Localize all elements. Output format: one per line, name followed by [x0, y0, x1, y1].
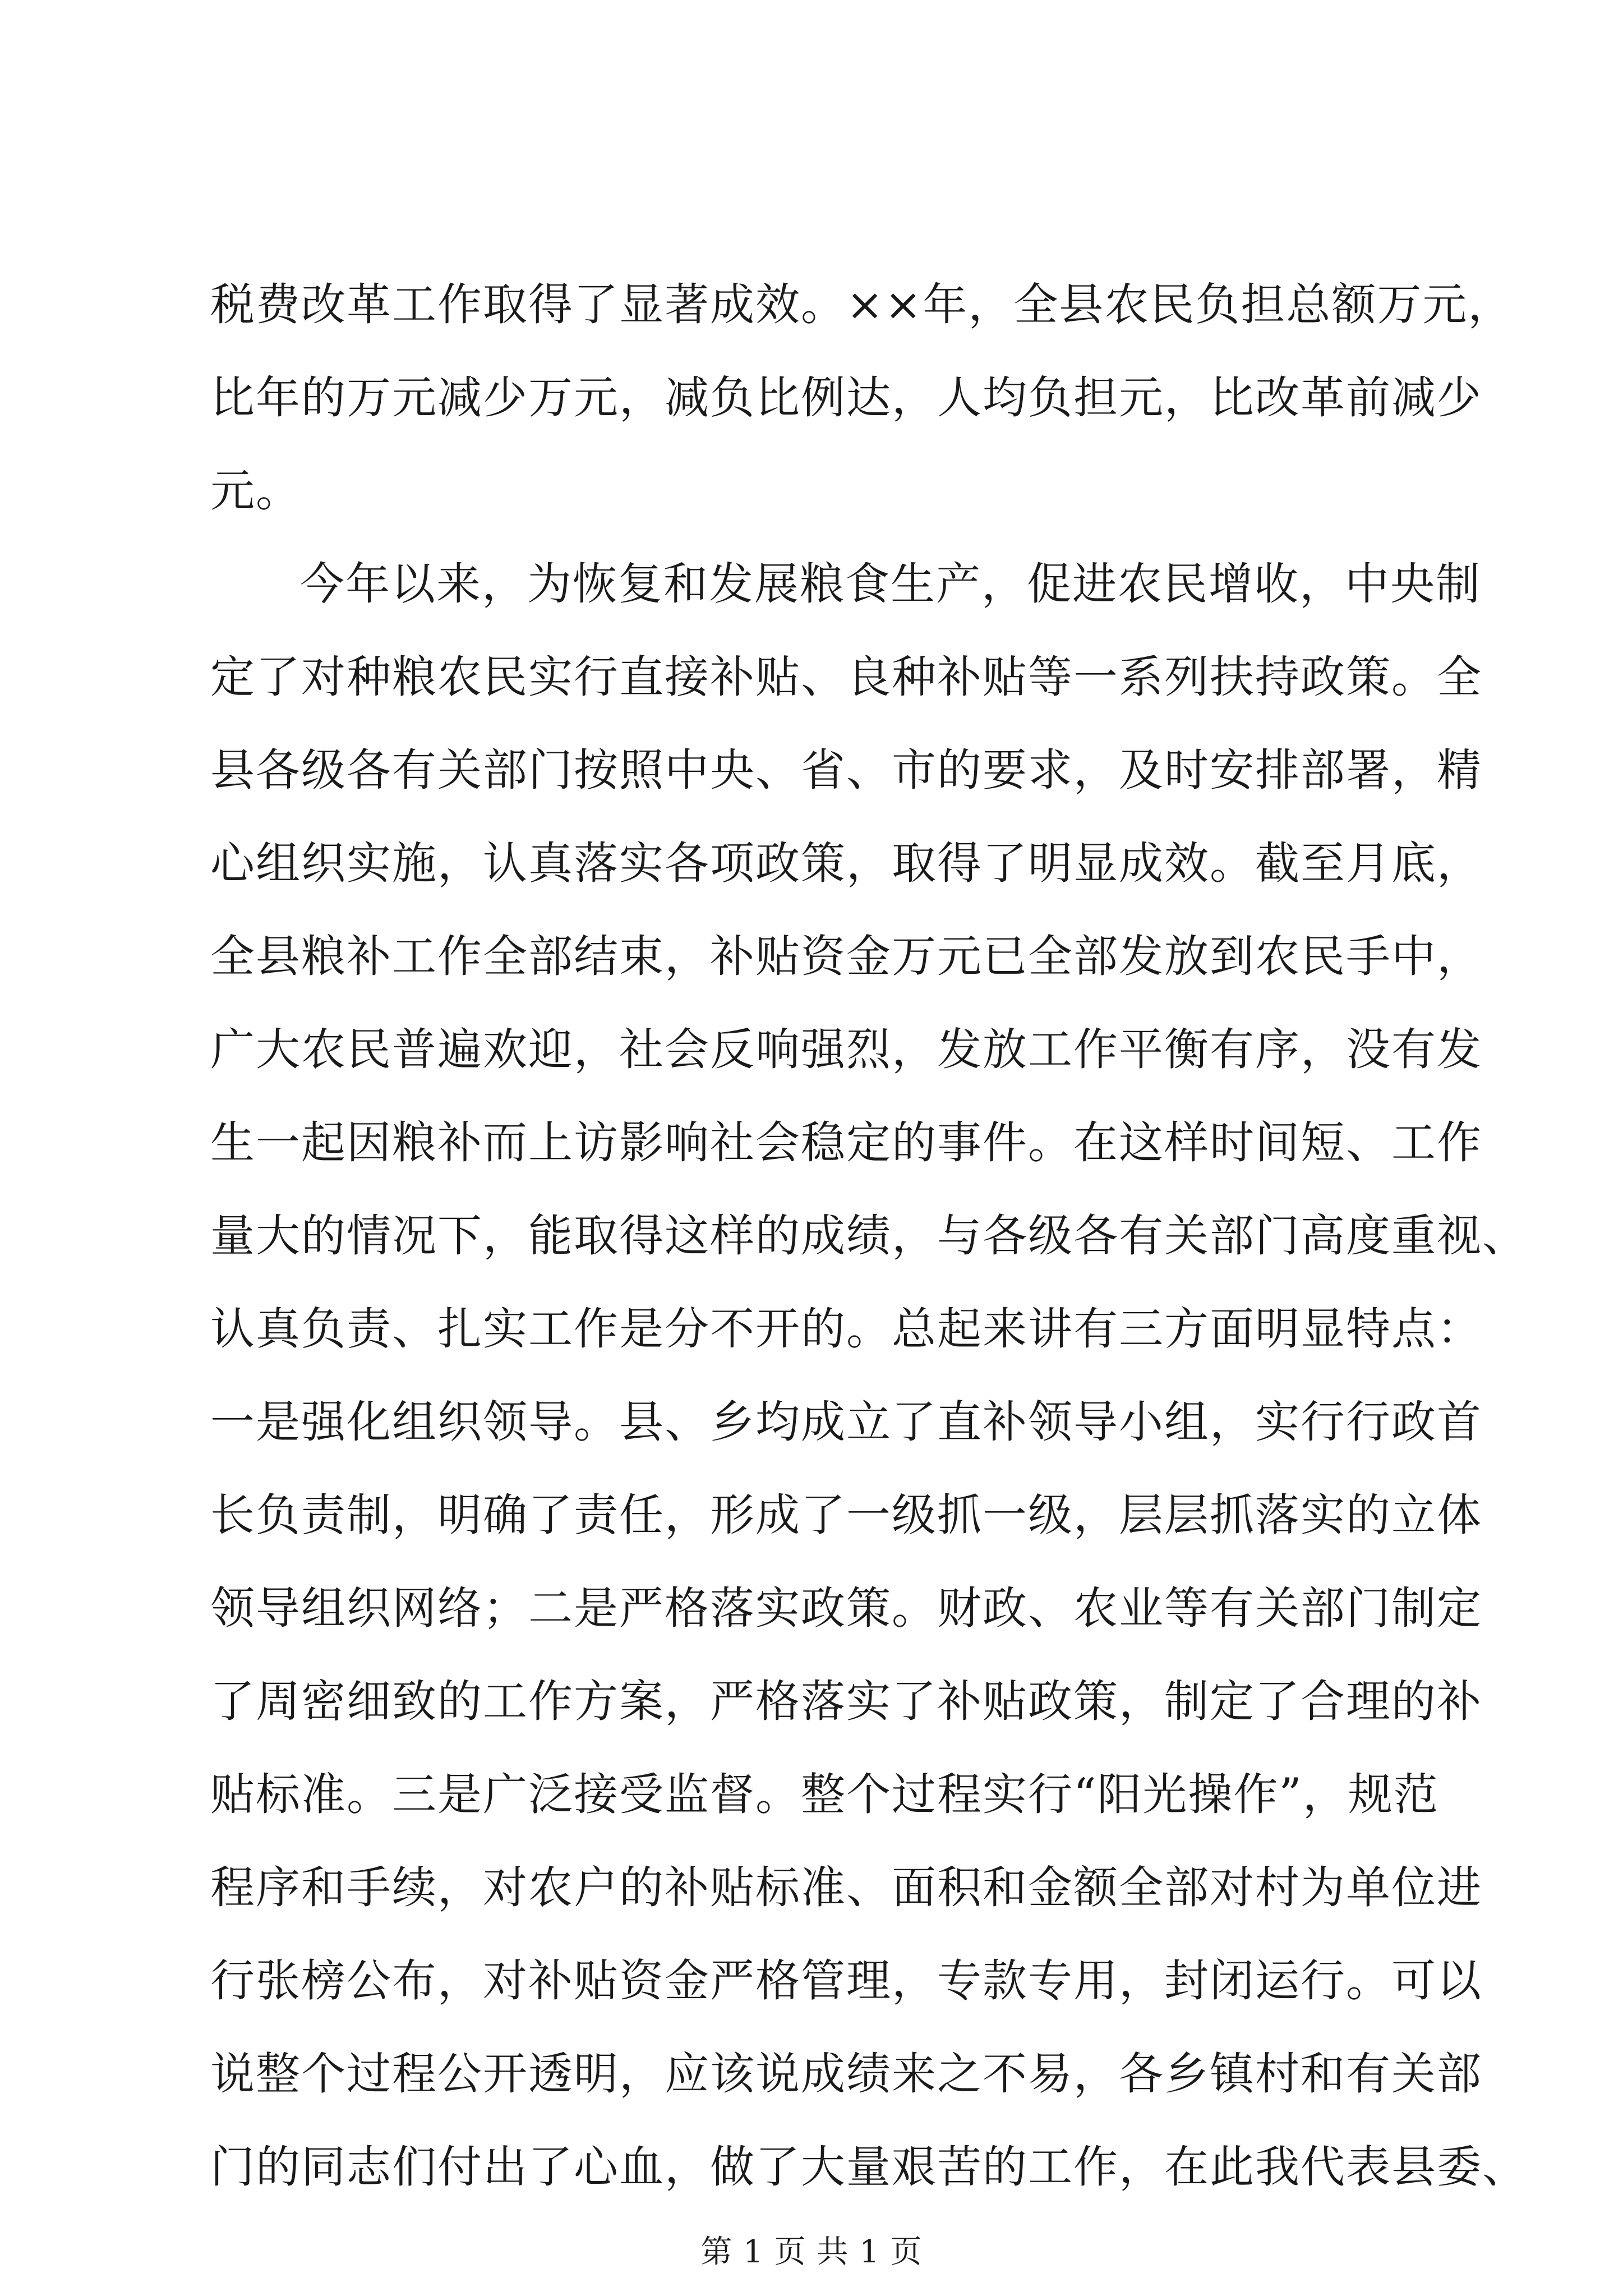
body-text-line: 心组织实施，认真落实各项政策，取得了明显成效。截至月底，	[210, 838, 1482, 889]
paragraph-first-line: 今年以来，为恢复和发展粮食生产，促进农民增收，中央制	[300, 558, 1481, 610]
body-text-line: 长负责制，明确了责任，形成了一级抓一级，层层抓落实的立体	[210, 1489, 1482, 1541]
body-text-line: 税费改革工作取得了显著成效。××年，全县农民负担总额万元，	[210, 279, 1514, 330]
body-text-line: 县各级各有关部门按照中央、省、市的要求，及时安排部署，精	[210, 744, 1482, 796]
body-text-line: 广大农民普遍欢迎，社会反响强烈，发放工作平衡有序，没有发	[210, 1024, 1482, 1075]
body-text-line: 认真负责、扎实工作是分不开的。总起来讲有三方面明显特点：	[210, 1303, 1482, 1355]
body-text-line: 程序和手续，对农户的补贴标准、面积和金额全部对村为单位进	[210, 1862, 1482, 1913]
body-text-line: 量大的情况下，能取得这样的成绩，与各级各有关部门高度重视、	[210, 1210, 1528, 1262]
body-text-line: 了周密细致的工作方案，严格落实了补贴政策，制定了合理的补	[210, 1676, 1482, 1727]
body-text-line: 门的同志们付出了心血，做了大量艰苦的工作，在此我代表县委、	[210, 2141, 1528, 2193]
body-text-line: 一是强化组织领导。县、乡均成立了直补领导小组，实行行政首	[210, 1396, 1482, 1448]
body-text-line: 贴标准。三是广泛接受监督。整个过程实行“阳光操作”，规范	[210, 1769, 1439, 1820]
body-text-line: 定了对种粮农民实行直接补贴、良种补贴等一系列扶持政策。全	[210, 651, 1482, 703]
body-text-line: 全县粮补工作全部结束，补贴资金万元已全部发放到农民手中，	[210, 931, 1482, 982]
page-footer: 第 1 页 共 1 页	[700, 2234, 923, 2270]
body-text-line: 说整个过程公开透明，应该说成绩来之不易，各乡镇村和有关部	[210, 2048, 1482, 2100]
body-text-line: 元。	[210, 465, 301, 517]
body-text-line: 比年的万元减少万元，减负比例达，人均负担元，比改革前减少	[210, 372, 1482, 424]
body-text-line: 行张榜公布，对补贴资金严格管理，专款专用，封闭运行。可以	[210, 1955, 1482, 2007]
body-text-line: 生一起因粮补而上访影响社会稳定的事件。在这样时间短、工作	[210, 1117, 1482, 1168]
body-text-line: 领导组织网络；二是严格落实政策。财政、农业等有关部门制定	[210, 1582, 1482, 1634]
